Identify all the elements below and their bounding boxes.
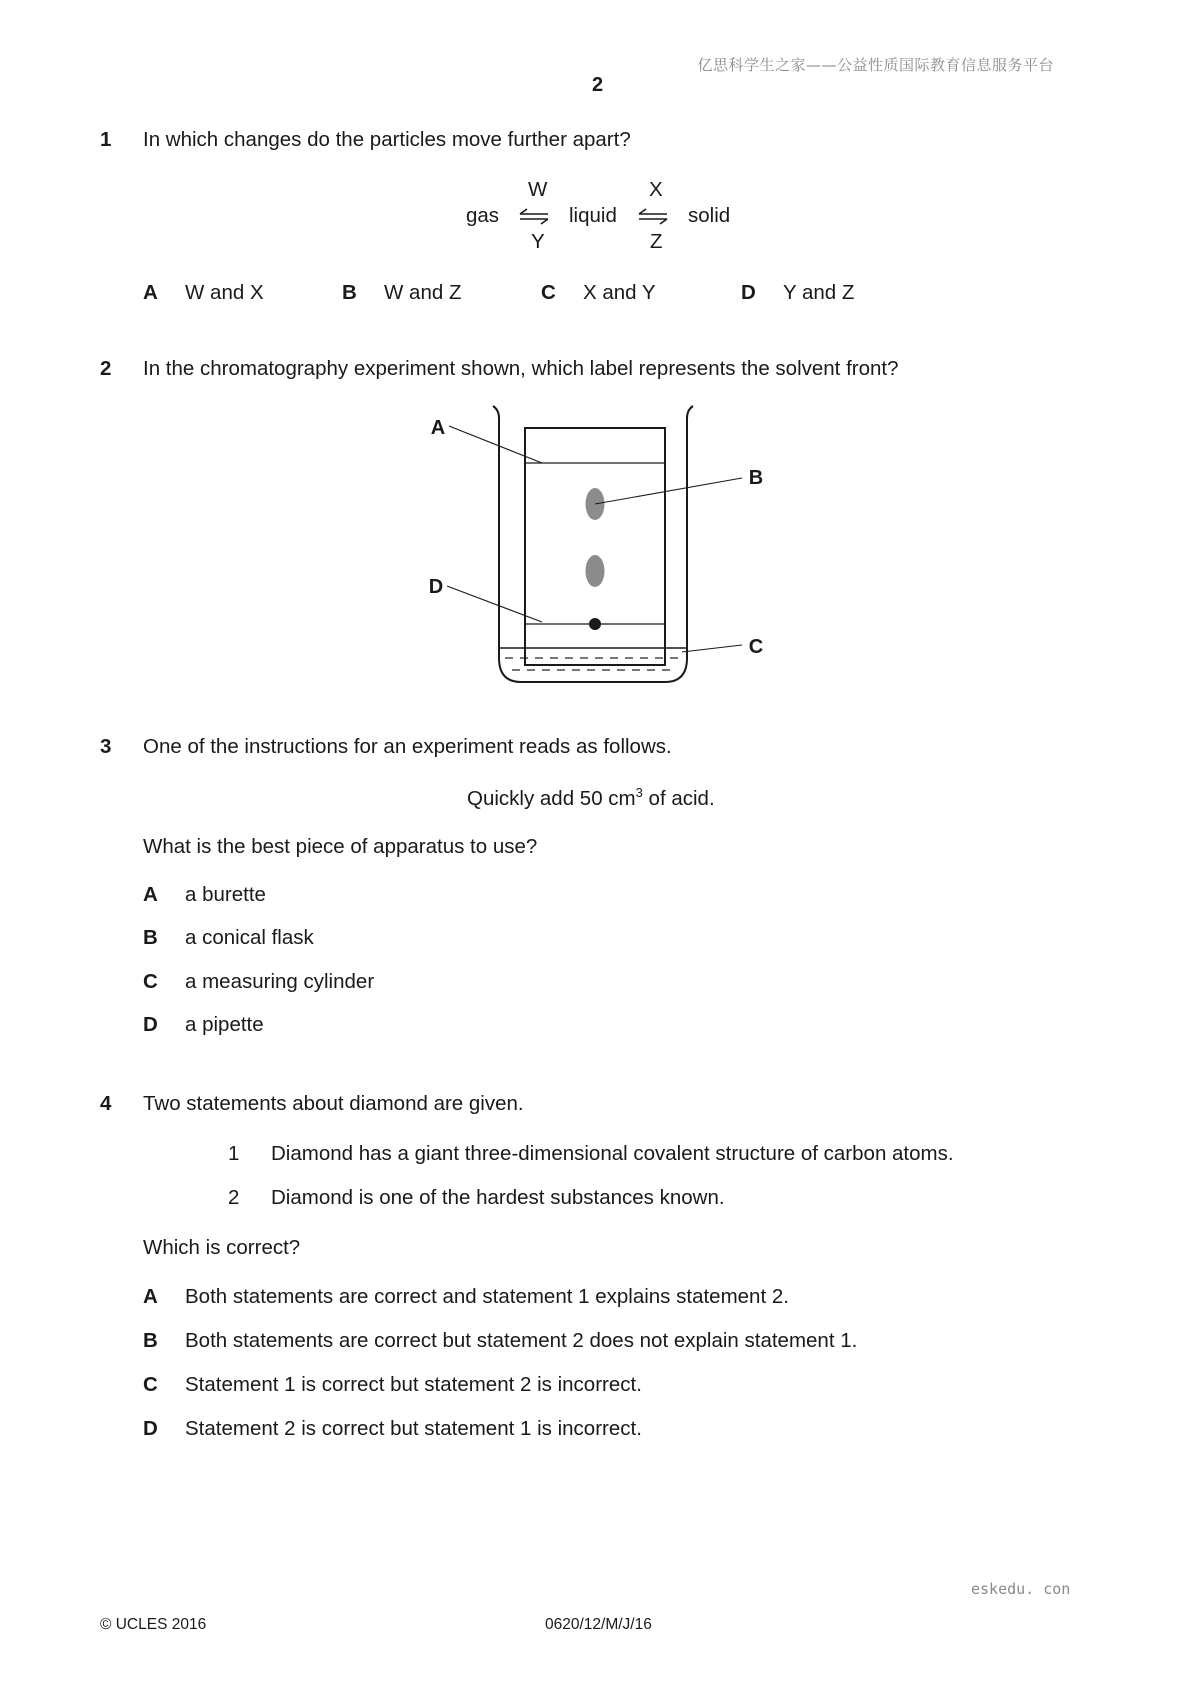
beaker-outline [493, 406, 693, 682]
q3-option-b-text[interactable]: a conical flask [185, 926, 314, 949]
q3-option-b-letter[interactable]: B [143, 926, 158, 949]
sample-dot [589, 618, 601, 630]
q1-option-d-text[interactable]: Y and Z [783, 281, 855, 304]
question-4-prompt: Which is correct? [143, 1236, 301, 1259]
q3-option-d-text[interactable]: a pipette [185, 1013, 264, 1036]
q3-option-c-text[interactable]: a measuring cylinder [185, 970, 375, 993]
q1-option-c-text[interactable]: X and Y [583, 281, 656, 304]
label-b: B [748, 467, 764, 489]
question-3-instruction [467, 785, 715, 811]
change-z-label: Z [650, 230, 663, 253]
statement-1-text: Diamond has a giant three-dimensional covalent structure of carbon atoms. [271, 1142, 954, 1165]
statement-2-text: Diamond is one of the hardest substances known. [271, 1186, 725, 1209]
q1-option-a-text[interactable]: W and X [185, 281, 264, 304]
question-2-number: 2 [100, 357, 112, 380]
question-4-number: 4 [100, 1092, 112, 1115]
q3-option-c-letter[interactable]: C [143, 970, 158, 993]
leader-a [449, 426, 542, 463]
q3-option-d-letter[interactable]: D [143, 1013, 158, 1036]
footer-paper-code: 0620/12/M/J/16 [545, 1616, 652, 1633]
footer-copyright: © UCLES 2016 [100, 1616, 207, 1633]
statement-1-number: 1 [228, 1142, 240, 1165]
q1-option-b-text[interactable]: W and Z [384, 281, 462, 304]
leader-c [682, 645, 742, 652]
solid-label: solid [688, 204, 731, 227]
question-1-number: 1 [100, 128, 112, 151]
leader-d [447, 586, 542, 622]
q4-option-b-letter[interactable]: B [143, 1329, 158, 1352]
q4-option-b-text[interactable]: Both statements are correct but statement 2 does not explain statement 1. [185, 1329, 858, 1352]
question-3-prompt: What is the best piece of apparatus to use? [143, 835, 538, 858]
q4-option-a-text[interactable]: Both statements are correct and statement 1 explains statement 2. [185, 1285, 789, 1308]
label-d: D [428, 576, 444, 598]
instruction-after: of acid. [642, 786, 715, 810]
question-2-text: In the chromatography experiment shown, which label represents the solvent front? [143, 357, 899, 380]
q4-option-c-text[interactable]: Statement 1 is correct but statement 2 is incorrect. [185, 1373, 642, 1396]
watermark-text: 亿思科学生之家——公益性质国际教育信息服务平台 [697, 56, 1054, 74]
gas-label: gas [466, 204, 500, 227]
label-c: C [748, 636, 764, 658]
change-y-label: Y [531, 230, 545, 253]
question-4-text: Two statements about diamond are given. [143, 1092, 524, 1115]
q1-option-a-letter[interactable]: A [143, 281, 158, 304]
instruction-before: Quickly add 50 cm [467, 786, 636, 810]
q1-option-b-letter[interactable]: B [342, 281, 357, 304]
leader-b [595, 478, 742, 504]
q3-option-a-letter[interactable]: A [143, 883, 158, 906]
q4-option-d-letter[interactable]: D [143, 1417, 158, 1440]
instruction-superscript: 3 [635, 785, 643, 800]
q1-option-c-letter[interactable]: C [541, 281, 556, 304]
lower-spot [586, 555, 605, 587]
question-1-text: In which changes do the particles move further apart? [143, 128, 631, 151]
equilibrium-arrow-left-icon [518, 206, 552, 226]
equilibrium-arrow-right-icon [637, 206, 671, 226]
chromatography-diagram [420, 400, 780, 690]
question-3-number: 3 [100, 735, 112, 758]
site-watermark: eskedu. con [971, 1580, 1071, 1598]
label-a: A [430, 417, 446, 439]
change-x-label: X [649, 178, 663, 201]
q4-option-d-text[interactable]: Statement 2 is correct but statement 1 is incorrect. [185, 1417, 642, 1440]
q3-option-a-text[interactable]: a burette [185, 883, 266, 906]
q1-option-d-letter[interactable]: D [741, 281, 756, 304]
question-3-text: One of the instructions for an experiment reads as follows. [143, 735, 672, 758]
statement-2-number: 2 [228, 1186, 240, 1209]
change-w-label: W [528, 178, 548, 201]
q4-option-a-letter[interactable]: A [143, 1285, 158, 1308]
page-number: 2 [592, 74, 604, 96]
liquid-label: liquid [569, 204, 617, 227]
q4-option-c-letter[interactable]: C [143, 1373, 158, 1396]
